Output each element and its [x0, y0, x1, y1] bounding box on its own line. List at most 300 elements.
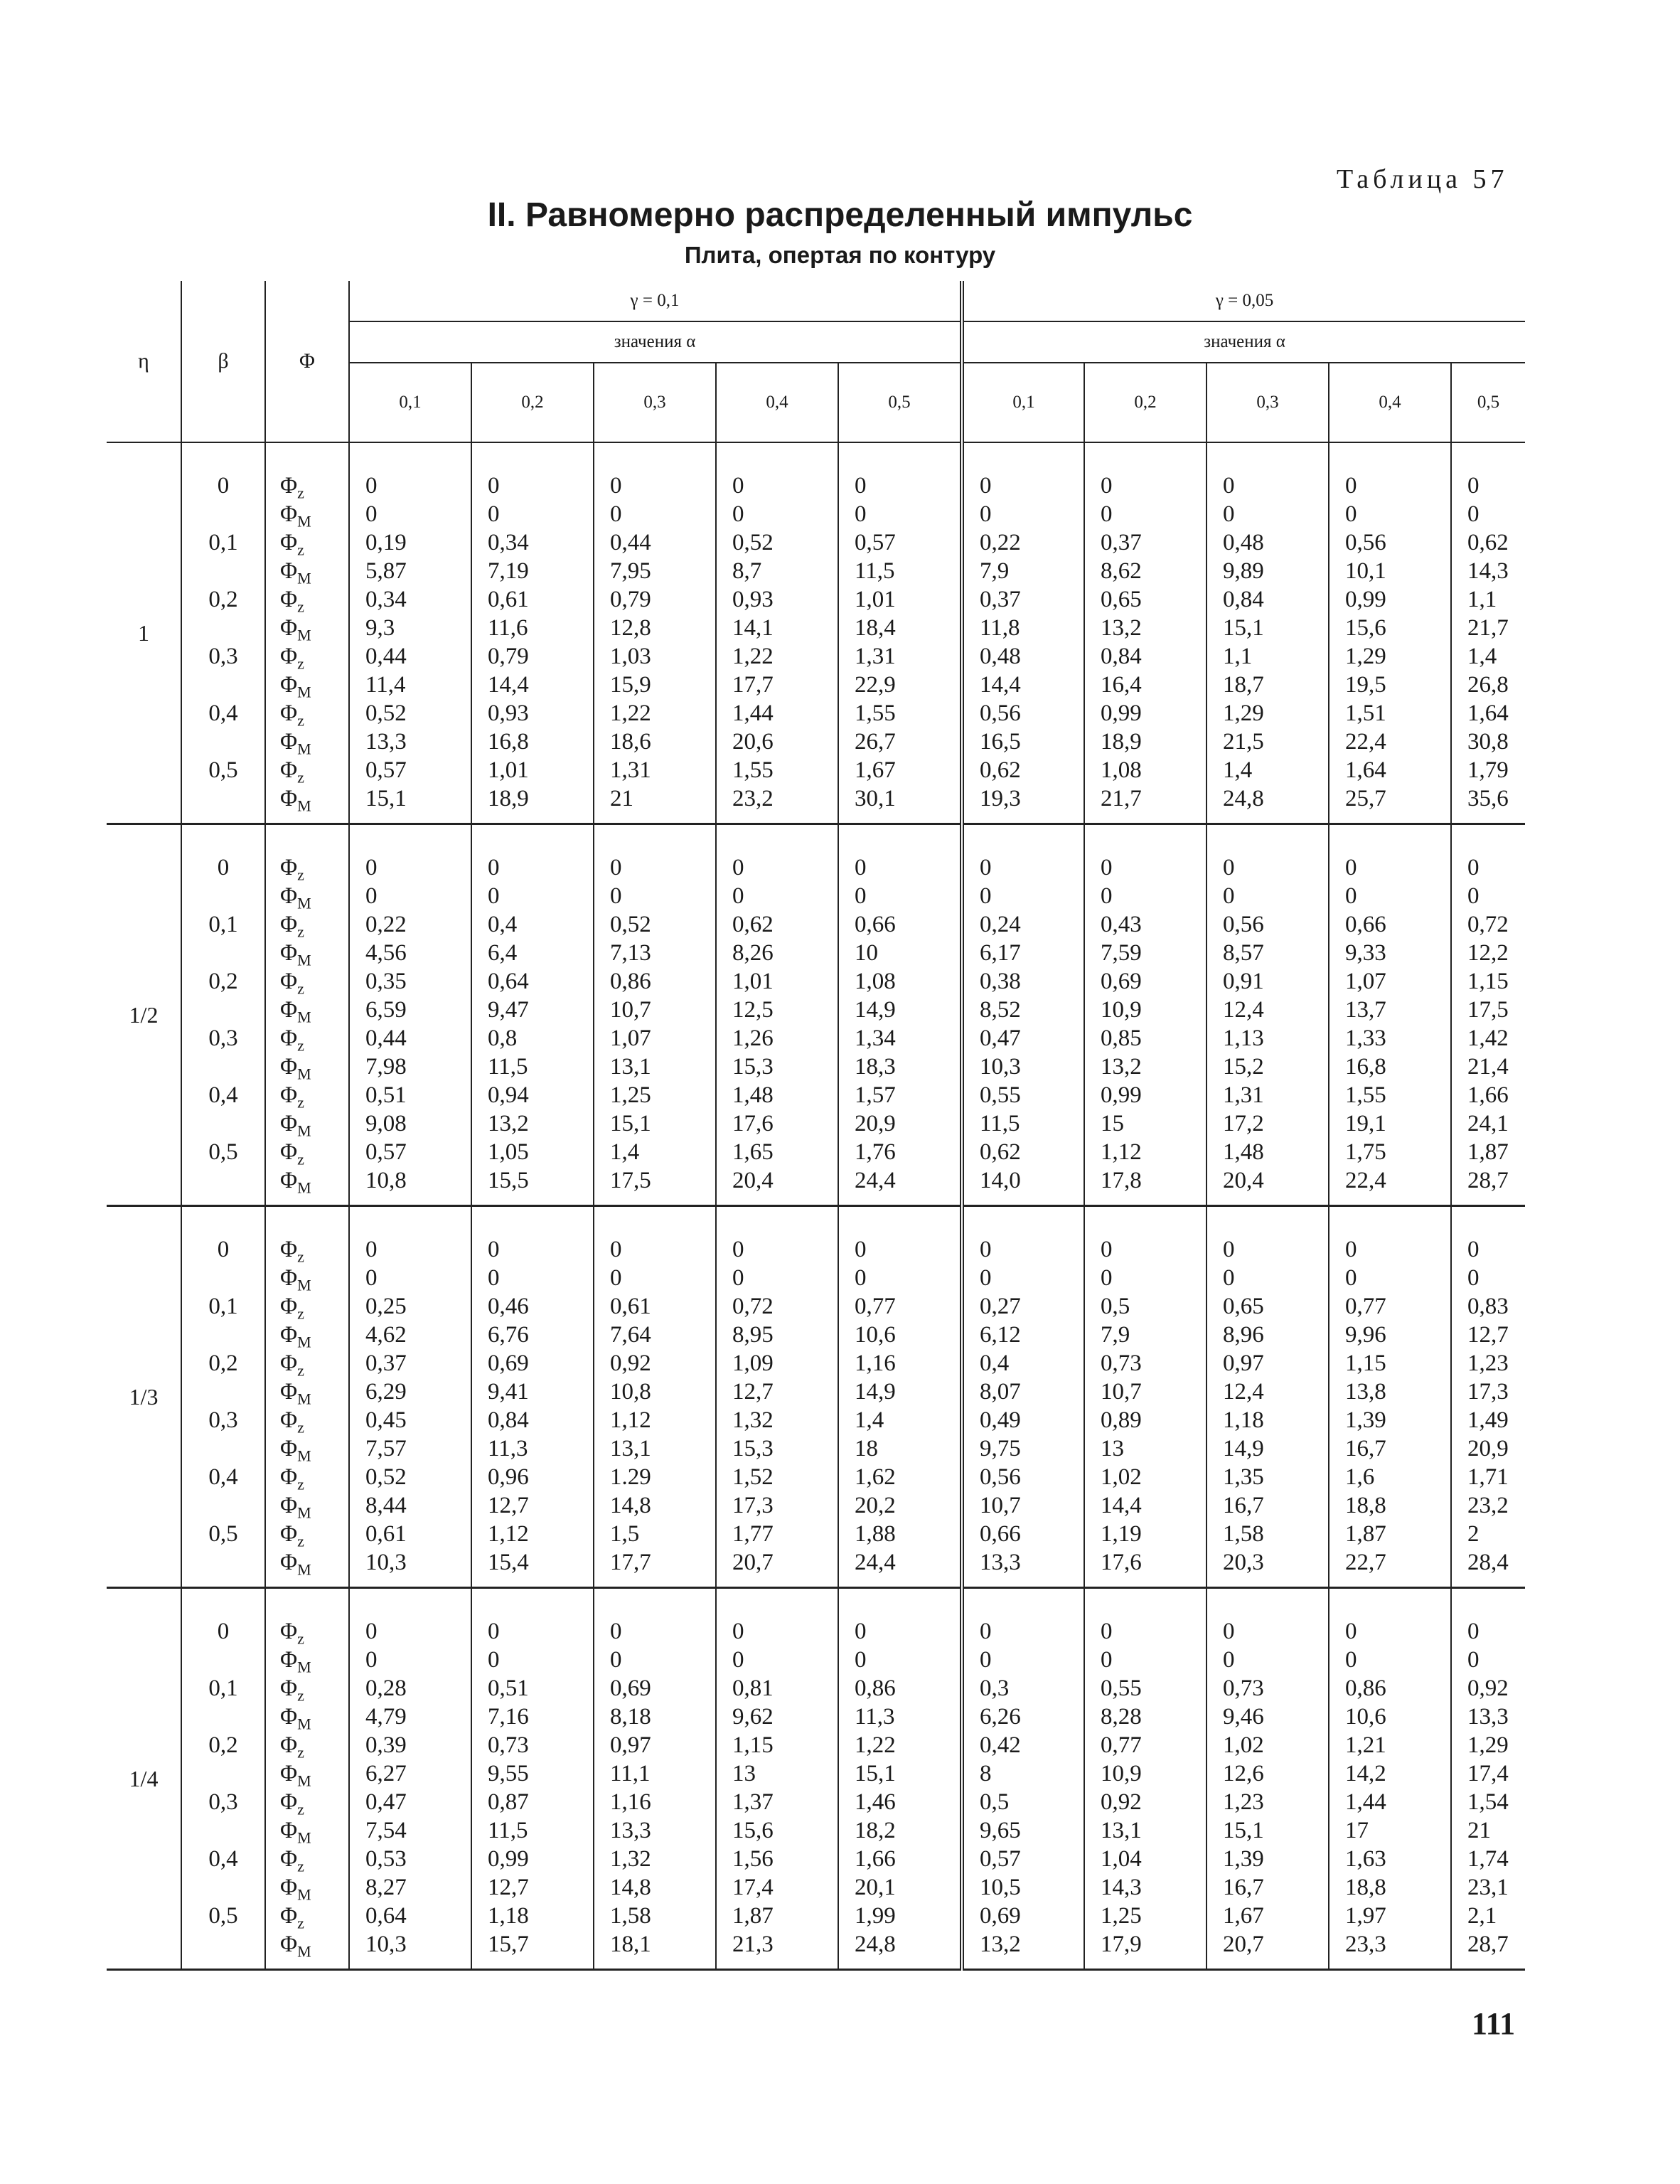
phi-subscript: M [297, 1560, 311, 1579]
phi-m-value: 8,27 [365, 1875, 407, 1900]
phi-z-value: 0,73 [488, 1732, 529, 1758]
phi-z-value: 0 [1345, 1619, 1357, 1644]
value-column [838, 1588, 962, 1970]
phi-z-value: 0,73 [1223, 1676, 1264, 1701]
phi-z-value: 1,67 [1223, 1903, 1264, 1929]
phi-m-value: 13,3 [365, 729, 407, 755]
phi-m-value: 14,3 [1101, 1875, 1142, 1900]
phi-z-value: 1,21 [1345, 1732, 1386, 1758]
phi-m-value: 14,8 [610, 1493, 651, 1518]
phi-m-value: 12,8 [610, 615, 651, 641]
value-column [716, 1588, 838, 1970]
value-column [594, 1206, 716, 1588]
phi-z-value: 1,77 [732, 1521, 774, 1547]
phi-m-value: 11,3 [855, 1704, 895, 1730]
phi-m-value: 15,4 [488, 1550, 529, 1575]
phi-m-value: 20,3 [1223, 1550, 1264, 1575]
phi-m-value: 0 [1223, 1647, 1235, 1673]
phi-m-value: 0 [980, 1647, 992, 1673]
phi-z-value: 1,22 [732, 644, 774, 669]
phi-z-value: 0,51 [365, 1082, 407, 1108]
phi-m-value: 4,79 [365, 1704, 407, 1730]
phi-m-value: 8,28 [1101, 1704, 1142, 1730]
value-column [471, 442, 594, 824]
phi-symbol: $\Phi_z$ [280, 1789, 304, 1818]
phi-z-value: 1,33 [1345, 1026, 1386, 1051]
phi-subscript: M [297, 1333, 311, 1351]
phi-z-value: 0,79 [488, 644, 529, 669]
phi-z-value: 0,19 [365, 530, 407, 555]
phi-m-value: 10,8 [365, 1168, 407, 1193]
phi-z-value: 0,3 [980, 1676, 1010, 1701]
phi-z-value: 0 [732, 1619, 744, 1644]
phi-z-value: 0,39 [365, 1732, 407, 1758]
phi-symbol: $\Phi_z$ [280, 1676, 304, 1705]
phi-z-value: 0,5 [1101, 1294, 1130, 1319]
phi-z-value: 1,64 [1345, 757, 1386, 783]
phi-z-value: 0,8 [488, 1026, 518, 1051]
phi-z-value: 1,08 [1101, 757, 1142, 783]
phi-m-value: 11,8 [980, 615, 1020, 641]
phi-m-value: 10,5 [980, 1875, 1021, 1900]
value-column [1084, 1588, 1207, 1970]
phi-m-value: 17,3 [732, 1493, 774, 1518]
section-subtitle: Плита, опертая по контуру [684, 242, 996, 268]
phi-subscript: z [297, 1093, 304, 1112]
phi-m-value: 0 [1345, 1265, 1357, 1291]
phi-z-value: 0 [1223, 473, 1235, 499]
phi-m-value: 13,2 [980, 1932, 1021, 1957]
phi-z-value: 0 [980, 855, 992, 880]
phi-z-value: 1,18 [488, 1903, 529, 1929]
phi-m-value: 15,1 [610, 1111, 651, 1136]
phi-m-value: 0 [1101, 883, 1113, 909]
phi-z-value: 1,4 [855, 1407, 884, 1433]
phi-z-value: 0,97 [1223, 1351, 1264, 1376]
phi-m-value: 18,3 [855, 1054, 896, 1080]
phi-z-value: 0,44 [365, 644, 407, 669]
phi-m-value: 22,4 [1345, 1168, 1386, 1193]
phi-m-value: 13,3 [1467, 1704, 1509, 1730]
phi-symbol: $\Phi_M$ [280, 1379, 311, 1408]
phi-m-value: 8,95 [732, 1322, 774, 1348]
phi-m-value: 21,4 [1467, 1054, 1509, 1080]
phi-subscript: z [297, 1857, 304, 1875]
phi-subscript: z [297, 1418, 304, 1437]
phi-m-value: 6,29 [365, 1379, 407, 1405]
phi-z-value: 0 [610, 1619, 622, 1644]
phi-m-value: 10,3 [980, 1054, 1021, 1080]
phi-m-value: 18 [855, 1436, 878, 1461]
phi-m-value: 15,1 [365, 786, 407, 811]
phi-z-value: 1,65 [732, 1139, 774, 1165]
beta-value: 0,1 [208, 1676, 238, 1701]
phi-m-value: 10,7 [610, 997, 651, 1023]
phi-subscript: M [297, 1503, 311, 1522]
phi-m-value: 0 [488, 1647, 500, 1673]
phi-z-value: 0,46 [488, 1294, 529, 1319]
phi-z-value: 0 [732, 1237, 744, 1262]
phi-z-value: 1,03 [610, 644, 651, 669]
phi-m-value: 9,3 [365, 615, 395, 641]
value-column [1329, 1588, 1451, 1970]
alpha-header: 0,4 [1329, 363, 1451, 442]
phi-z-value: 1,32 [732, 1407, 774, 1433]
alpha-header: 0,4 [716, 363, 838, 442]
value-column [471, 1588, 594, 1970]
phi-z-value: 0,72 [1467, 912, 1509, 937]
phi-m-value: 13 [1101, 1436, 1125, 1461]
phi-z-value: 1,51 [1345, 701, 1386, 726]
phi-z-value: 0,37 [1101, 530, 1142, 555]
phi-m-value: 21,7 [1101, 786, 1142, 811]
phi-symbol: $\Phi_z$ [280, 1619, 304, 1648]
phi-z-value: 0,53 [365, 1846, 407, 1872]
phi-symbol: $\Phi_M$ [280, 1322, 311, 1351]
phi-z-value: 1,55 [855, 701, 896, 726]
phi-m-value: 23,1 [1467, 1875, 1509, 1900]
phi-symbol: $\Phi_z$ [280, 1139, 304, 1168]
phi-subscript: z [297, 865, 304, 884]
phi-subscript: M [297, 797, 311, 815]
value-column [1207, 1206, 1329, 1588]
phi-z-value: 1,63 [1345, 1846, 1386, 1872]
phi-z-value: 1,58 [610, 1903, 651, 1929]
phi-m-value: 15,3 [732, 1436, 774, 1461]
phi-z-value: 0,84 [1101, 644, 1142, 669]
phi-z-value: 0,93 [732, 587, 774, 612]
beta-value: 0,4 [208, 1464, 238, 1490]
beta-spacer [182, 728, 264, 756]
beta-spacer [182, 557, 264, 585]
phi-subscript: z [297, 1150, 304, 1168]
phi-m-value: 12,6 [1223, 1761, 1264, 1786]
phi-z-value: 1,88 [855, 1521, 896, 1547]
phi-z-value: 0,52 [610, 912, 651, 937]
phi-z-value: 0,37 [365, 1351, 407, 1376]
phi-z-value: 1,56 [732, 1846, 774, 1872]
value-column [716, 1206, 838, 1588]
phi-z-value: 1,1 [1223, 644, 1253, 669]
phi-m-value: 9,96 [1345, 1322, 1386, 1348]
phi-m-value: 12,7 [1467, 1322, 1509, 1348]
phi-m-value: 8,44 [365, 1493, 407, 1518]
phi-m-value: 10,7 [980, 1493, 1021, 1518]
phi-m-value: 10,3 [365, 1550, 407, 1575]
phi-symbol: $\Phi_z$ [280, 1082, 304, 1112]
phi-m-value: 16,7 [1345, 1436, 1386, 1461]
phi-z-value: 1,07 [610, 1026, 651, 1051]
phi-m-value: 14,2 [1345, 1761, 1386, 1786]
phi-m-value: 0 [365, 883, 378, 909]
phi-m-value: 7,98 [365, 1054, 407, 1080]
phi-m-value: 17,5 [1467, 997, 1509, 1023]
value-column [1329, 824, 1451, 1206]
phi-z-value: 0,5 [980, 1789, 1010, 1815]
phi-m-value: 18,9 [488, 786, 529, 811]
phi-subscript: z [297, 1361, 304, 1380]
phi-m-value: 0 [855, 1265, 867, 1291]
beta-spacer [182, 1321, 264, 1349]
phi-z-value: 1,74 [1467, 1846, 1509, 1872]
phi-symbol: $\Phi_M$ [280, 501, 311, 531]
phi-symbol: $\Phi_z$ [280, 912, 304, 941]
phi-m-value: 0 [610, 1265, 622, 1291]
phi-m-value: 20,7 [1223, 1932, 1264, 1957]
phi-z-value: 0,92 [1101, 1789, 1142, 1815]
phi-m-value: 6,4 [488, 940, 518, 966]
phi-z-value: 1,29 [1345, 644, 1386, 669]
value-column [349, 824, 471, 1206]
beta-spacer [182, 784, 264, 813]
phi-z-value: 0,65 [1223, 1294, 1264, 1319]
phi-z-value: 1,29 [1223, 701, 1264, 726]
phi-z-value: 1,55 [1345, 1082, 1386, 1108]
table-label: Таблица 57 [1337, 164, 1509, 194]
phi-m-value: 0 [980, 501, 992, 527]
phi-m-value: 14,4 [1101, 1493, 1142, 1518]
beta-spacer [182, 1378, 264, 1406]
phi-z-value: 0 [1345, 473, 1357, 499]
phi-m-value: 0 [1345, 883, 1357, 909]
phi-z-value: 0,22 [365, 912, 407, 937]
phi-m-value: 15,6 [1345, 615, 1386, 641]
phi-m-value: 0 [365, 1265, 378, 1291]
phi-z-value: 1,58 [1223, 1521, 1264, 1547]
phi-subscript: M [297, 1942, 311, 1961]
phi-z-value: 1,15 [732, 1732, 774, 1758]
phi-symbol: $\Phi_z$ [280, 969, 304, 998]
phi-m-value: 21,3 [732, 1932, 774, 1957]
phi-subscript: z [297, 1800, 304, 1818]
phi-z-value: 1,1 [1467, 587, 1497, 612]
phi-m-value: 0 [488, 501, 500, 527]
phi-z-value: 0,65 [1101, 587, 1142, 612]
phi-symbol: $\Phi_z$ [280, 1026, 304, 1055]
phi-z-value: 0,55 [1101, 1676, 1142, 1701]
phi-m-value: 7,59 [1101, 940, 1142, 966]
phi-z-value: 0,48 [1223, 530, 1264, 555]
phi-subscript: M [297, 1276, 311, 1294]
phi-m-value: 18,1 [610, 1932, 651, 1957]
phi-symbol: $\Phi_M$ [280, 615, 311, 644]
phi-m-value: 0 [1467, 883, 1480, 909]
alpha-header: 0,2 [1084, 363, 1207, 442]
phi-symbol: $\Phi_z$ [280, 587, 304, 616]
phi-m-value: 0 [1467, 1265, 1480, 1291]
phi-m-value: 15,5 [488, 1168, 529, 1193]
beta-spacer [182, 1646, 264, 1674]
phi-column [265, 1206, 349, 1588]
phi-z-value: 0,52 [365, 701, 407, 726]
phi-subscript: M [297, 1658, 311, 1676]
phi-subscript: z [297, 597, 304, 616]
phi-m-value: 19,5 [1345, 672, 1386, 698]
phi-m-value: 16,8 [488, 729, 529, 755]
phi-z-value: 0,52 [365, 1464, 407, 1490]
phi-z-value: 1,25 [610, 1082, 651, 1108]
phi-m-value: 8,96 [1223, 1322, 1264, 1348]
phi-m-value: 0 [365, 501, 378, 527]
phi-m-value: 20,2 [855, 1493, 896, 1518]
phi-m-value: 10,7 [1101, 1379, 1142, 1405]
phi-z-value: 1,49 [1467, 1407, 1509, 1433]
phi-m-value: 24,1 [1467, 1111, 1509, 1136]
phi-m-value: 11,1 [610, 1761, 651, 1786]
phi-z-value: 0,81 [732, 1676, 774, 1701]
phi-m-value: 7,95 [610, 558, 651, 584]
phi-z-value: 0 [1223, 855, 1235, 880]
phi-subscript: M [297, 1447, 311, 1465]
beta-spacer [182, 614, 264, 642]
phi-z-value: 1,64 [1467, 701, 1509, 726]
phi-m-value: 0 [610, 501, 622, 527]
phi-m-value: 11,5 [855, 558, 895, 584]
phi-z-value: 0,37 [980, 587, 1021, 612]
phi-z-value: 0,62 [980, 1139, 1021, 1165]
phi-m-value: 16,5 [980, 729, 1021, 755]
beta-value: 0,3 [208, 644, 238, 669]
phi-m-value: 10,1 [1345, 558, 1386, 584]
phi-symbol: $\Phi_M$ [280, 1265, 311, 1294]
phi-m-value: 9,47 [488, 997, 529, 1023]
phi-z-value: 1,4 [610, 1139, 640, 1165]
phi-z-value: 0,27 [980, 1294, 1021, 1319]
phi-symbol: $\Phi_z$ [280, 1407, 304, 1437]
beta-value: 0,2 [208, 1732, 238, 1758]
phi-subscript: z [297, 1475, 304, 1493]
phi-z-value: 0,62 [1467, 530, 1509, 555]
phi-z-value: 0,44 [610, 530, 651, 555]
phi-z-value: 0 [1467, 855, 1480, 880]
phi-z-value: 1,75 [1345, 1139, 1386, 1165]
value-column [1084, 824, 1207, 1206]
phi-z-value: 0,89 [1101, 1407, 1142, 1433]
phi-z-value: 0,93 [488, 701, 529, 726]
beta-column [181, 1206, 265, 1588]
phi-m-value: 4,56 [365, 940, 407, 966]
phi-z-value: 1,57 [855, 1082, 896, 1108]
phi-m-value: 17,9 [1101, 1932, 1142, 1957]
phi-z-value: 1,12 [1101, 1139, 1142, 1165]
phi-m-value: 14,9 [855, 1379, 896, 1405]
phi-m-value: 0 [488, 883, 500, 909]
phi-z-value: 0,99 [1345, 587, 1386, 612]
phi-m-value: 6,26 [980, 1704, 1021, 1730]
eta-value: 1/3 [107, 1206, 181, 1588]
phi-m-value: 4,62 [365, 1322, 407, 1348]
phi-m-value: 20,4 [732, 1168, 774, 1193]
value-column [838, 824, 962, 1206]
phi-m-value: 0 [732, 1647, 744, 1673]
phi-m-value: 7,9 [980, 558, 1010, 584]
phi-z-value: 1,31 [855, 644, 896, 669]
beta-spacer [182, 1434, 264, 1463]
phi-m-value: 10,9 [1101, 1761, 1142, 1786]
phi-z-value: 0,86 [855, 1676, 896, 1701]
phi-m-value: 17 [1345, 1818, 1369, 1843]
phi-m-value: 8,18 [610, 1704, 651, 1730]
phi-z-value: 0 [732, 473, 744, 499]
table-body [107, 442, 1525, 1970]
phi-z-value: 0,4 [488, 912, 518, 937]
phi-z-value: 1,18 [1223, 1407, 1264, 1433]
phi-m-value: 20,9 [855, 1111, 896, 1136]
beta-value: 0 [217, 473, 230, 499]
phi-z-value: 1,44 [732, 701, 774, 726]
phi-m-value: 7,16 [488, 1704, 529, 1730]
phi-symbol: $\Phi_z$ [280, 1351, 304, 1380]
value-column [1451, 1588, 1525, 1970]
phi-z-value: 1,01 [732, 969, 774, 994]
beta-value: 0,4 [208, 701, 238, 726]
phi-z-value: 1,02 [1101, 1464, 1142, 1490]
phi-symbol: $\Phi_M$ [280, 1932, 311, 1961]
phi-m-value: 18,8 [1345, 1493, 1386, 1518]
phi-m-value: 15,3 [732, 1054, 774, 1080]
phi-z-value: 0,79 [610, 587, 651, 612]
phi-z-value: 0,45 [365, 1407, 407, 1433]
phi-m-value: 6,27 [365, 1761, 407, 1786]
phi-z-value: 1,35 [1223, 1464, 1264, 1490]
phi-symbol: $\Phi_M$ [280, 883, 311, 912]
phi-m-value: 18,9 [1101, 729, 1142, 755]
phi-z-value: 1,08 [855, 969, 896, 994]
phi-m-value: 12,5 [732, 997, 774, 1023]
phi-z-value: 0 [732, 855, 744, 880]
phi-z-value: 0,96 [488, 1464, 529, 1490]
phi-m-value: 12,4 [1223, 997, 1264, 1023]
phi-m-value: 22,4 [1345, 729, 1386, 755]
phi-subscript: M [297, 740, 311, 758]
alpha-header: 0,3 [594, 363, 716, 442]
beta-value: 0 [217, 855, 230, 880]
phi-z-value: 0,92 [1467, 1676, 1509, 1701]
phi-m-value: 0 [610, 1647, 622, 1673]
phi-z-value: 0,99 [1101, 701, 1142, 726]
phi-z-value: 0,64 [365, 1903, 407, 1929]
beta-spacer [182, 882, 264, 910]
beta-value: 0,4 [208, 1846, 238, 1872]
value-column [962, 1206, 1084, 1588]
phi-z-value: 0,42 [980, 1732, 1021, 1758]
phi-z-value: 0,43 [1101, 912, 1142, 937]
phi-m-value: 9,65 [980, 1818, 1021, 1843]
phi-m-value: 15 [1101, 1111, 1125, 1136]
alpha-header: 0,5 [1451, 363, 1525, 442]
beta-value: 0,2 [208, 969, 238, 994]
phi-z-value: 1,76 [855, 1139, 896, 1165]
phi-z-value: 0 [1345, 1237, 1357, 1262]
phi-subscript: M [297, 569, 311, 587]
phi-symbol: $\Phi_M$ [280, 1647, 311, 1676]
beta-value: 0,4 [208, 1082, 238, 1108]
phi-m-value: 14,9 [855, 997, 896, 1023]
phi-subscript: M [297, 951, 311, 969]
value-column [1329, 442, 1451, 824]
phi-m-value: 20,9 [1467, 1436, 1509, 1461]
phi-z-value: 0 [488, 1237, 500, 1262]
phi-subscript: z [297, 1686, 304, 1705]
phi-symbol: $\Phi_z$ [280, 1732, 304, 1762]
phi-z-value: 0 [610, 1237, 622, 1262]
phi-z-value: 1,54 [1467, 1789, 1509, 1815]
phi-z-value: 0,69 [488, 1351, 529, 1376]
value-column [962, 1588, 1084, 1970]
phi-z-value: 0,4 [980, 1351, 1010, 1376]
section-title: II. Равномерно распределенный импульс [487, 196, 1193, 234]
value-column [1207, 1588, 1329, 1970]
